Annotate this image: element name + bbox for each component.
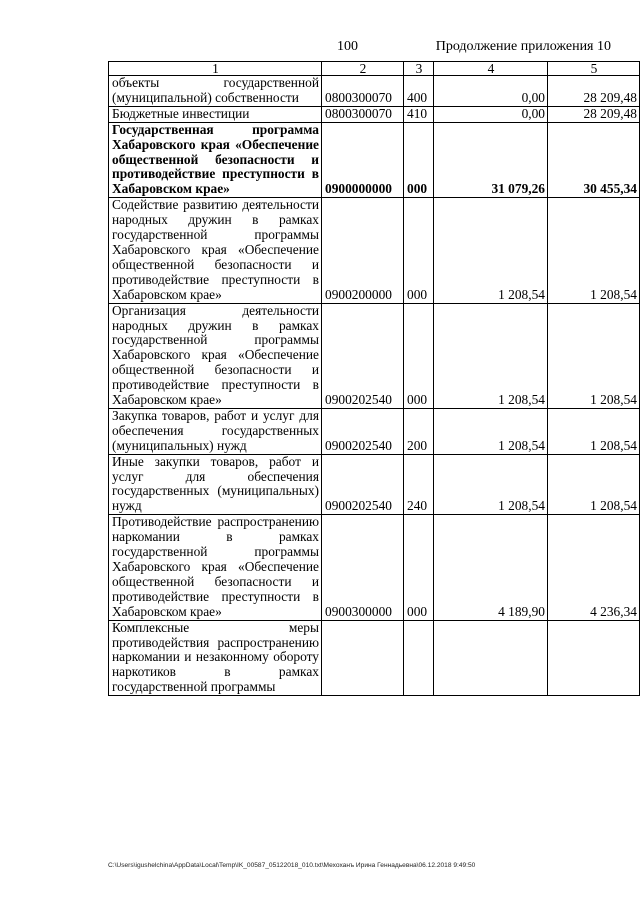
item-code: 0800300070 — [322, 106, 404, 122]
expense-kind: 000 — [404, 122, 434, 198]
column-header: 2 — [322, 62, 404, 76]
amount-col5: 1 208,54 — [548, 454, 640, 515]
amount-col5: 1 208,54 — [548, 303, 640, 408]
column-header: 4 — [434, 62, 548, 76]
expense-kind: 000 — [404, 515, 434, 620]
item-code: 0900202540 — [322, 408, 404, 454]
expense-kind — [404, 620, 434, 696]
item-code: 0900000000 — [322, 122, 404, 198]
item-name: Закупка товаров, работ и услуг для обеспечения государственных (муниципальных) нужд — [109, 408, 322, 454]
amount-col5: 4 236,34 — [548, 515, 640, 620]
expense-kind: 410 — [404, 106, 434, 122]
table-row — [109, 454, 640, 515]
table-row — [109, 106, 640, 122]
amount-col5: 1 208,54 — [548, 408, 640, 454]
table-row — [109, 515, 640, 620]
item-code: 0900200000 — [322, 198, 404, 303]
table-row — [109, 76, 640, 107]
item-name: Комплексные меры противодействия распространению наркомании и незаконному обороту наркотиков в рамках государственной программы — [109, 620, 322, 696]
item-code: 0900202540 — [322, 454, 404, 515]
expense-kind: 000 — [404, 303, 434, 408]
page-caption: Продолжение приложения 10 — [435, 39, 611, 54]
table-row — [109, 303, 640, 408]
amount-col4: 31 079,26 — [434, 122, 548, 198]
amount-col5: 30 455,34 — [548, 122, 640, 198]
column-header: 3 — [404, 62, 434, 76]
amount-col4: 1 208,54 — [434, 198, 548, 303]
item-name: Иные закупки товаров, работ и услуг для обеспечения государственных (муниципальных) нужд — [109, 454, 322, 515]
amount-col4: 1 208,54 — [434, 303, 548, 408]
column-header: 5 — [548, 62, 640, 76]
item-name: Бюджетные инвестиции — [109, 106, 322, 122]
item-name: Содействие развитию деятельности народных дружин в рамках государственной программы Хабаровского края «Обеспечение общественной безопасности и противодействие преступности в Хабаровском крае» — [109, 198, 322, 303]
amount-col4 — [434, 620, 548, 696]
item-name: Государственная программа Хабаровского края «Обеспечение общественной безопасности и противодействие преступности в Хабаровском крае» — [109, 122, 322, 198]
column-number-row — [109, 62, 640, 76]
item-name: объекты государственной (муниципальной) собственности — [109, 76, 322, 107]
item-name: Противодействие распространению наркомании в рамках государственной программы Хабаровского края «Обеспечение общественной безопасности и противодействие преступности в Хабаровском крае» — [109, 515, 322, 620]
item-code: 0900300000 — [322, 515, 404, 620]
item-code: 0900202540 — [322, 303, 404, 408]
amount-col4: 0,00 — [434, 76, 548, 107]
table-row-continued — [109, 620, 640, 696]
amount-col4: 4 189,90 — [434, 515, 548, 620]
expense-kind: 400 — [404, 76, 434, 107]
column-header: 1 — [109, 62, 322, 76]
amount-col4: 0,00 — [434, 106, 548, 122]
amount-col5: 1 208,54 — [548, 198, 640, 303]
amount-col5: 28 209,48 — [548, 106, 640, 122]
amount-col5: 28 209,48 — [548, 76, 640, 107]
table-row-program — [109, 122, 640, 198]
expense-kind: 240 — [404, 454, 434, 515]
amount-col4: 1 208,54 — [434, 408, 548, 454]
footer-file-path: C:\Users\igushelchina\AppData\Local\Temp\IK_00587_05122018_010.txt\Мехоханъ Ирина Геннадьевна\06.12.2018 9:49:50 — [108, 862, 476, 869]
expense-kind: 200 — [404, 408, 434, 454]
table-row — [109, 198, 640, 303]
budget-table — [108, 61, 640, 696]
amount-col4: 1 208,54 — [434, 454, 548, 515]
item-code: 0800300070 — [322, 76, 404, 107]
amount-col5 — [548, 620, 640, 696]
item-code — [322, 620, 404, 696]
page-number: 100 — [337, 39, 358, 54]
item-name: Организация деятельности народных дружин в рамках государственной программы Хабаровского края «Обеспечение общественной безопасности и противодействие преступности в Хабаровском крае» — [109, 303, 322, 408]
expense-kind: 000 — [404, 198, 434, 303]
table-row — [109, 408, 640, 454]
